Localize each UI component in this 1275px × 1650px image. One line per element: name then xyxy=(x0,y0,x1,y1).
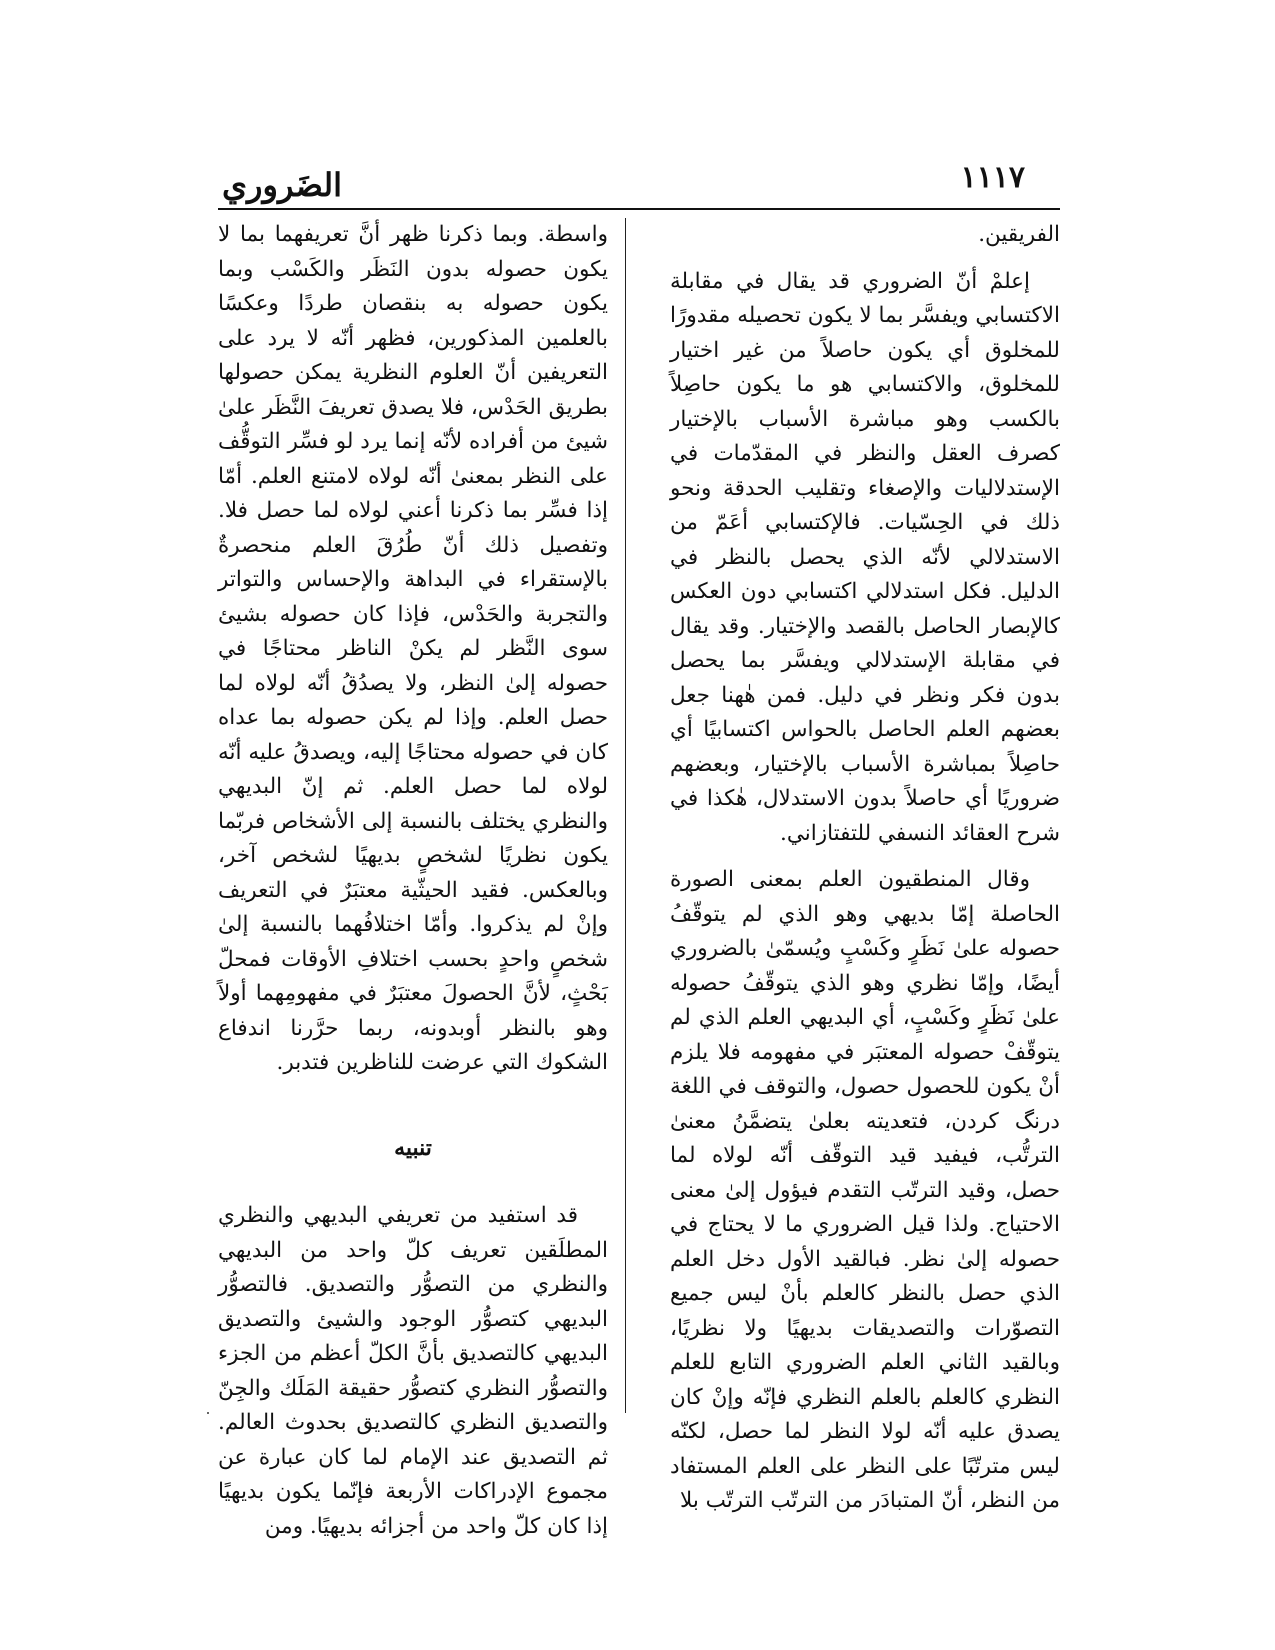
section-heading: تنبيه xyxy=(394,1134,432,1161)
right-paragraph-1: الفريقين. xyxy=(978,222,1060,247)
right-column xyxy=(670,218,1060,1519)
page-number: ١١١٧ xyxy=(960,160,1025,195)
running-title: الضَروري xyxy=(222,166,342,204)
right-paragraph-3: وقال المنطقيون العلم بمعنى الصورة الحاصلة إمّا بديهي وهو الذي لم يتوقّفُ حصوله علىٰ نَظَرٍ وكَسْبٍ ويُسمّىٰ بالضروري أيضًا، وإمّا نظري وهو الذي يتوقّفُ حصوله علىٰ نَظَرٍ وكَسْبٍ، أي البديهي العلم الذي لم يتوقّفْ حصوله المعتبَر في مفهومه فلا يلزم أنْ يكون للحصول حصول، والتوقف في اللغة درنگ كردن، فتعديته بعلىٰ يتضمَّنُ معنىٰ الترتُّب، فيفيد قيد التوقّف أنّه لولاه لما حصل، وقيد الترتّب التقدم فيؤول إلىٰ معنى الاحتياج. ولذا قيل الضروري ما لا يحتاج في حصوله إلىٰ نظر. فبالقيد الأول دخل العلم الذي حصل بالنظر كالعلم بأنْ ليس جميع التصوّرات والتصديقات بديهيًا ولا نظريًا، وبالقيد الثاني العلم الضروري التابع للعلم النظري كالعلم بالعلم النظري فإنّه وإنْ كان يصدق عليه أنّه لولا النظر لما حصل، لكنّه ليس مترتّبًا على النظر على العلم المستفاد من النظر، أنّ المتبادَر من الترتّب الترتّب بلا xyxy=(670,867,1061,1513)
header-rule xyxy=(218,208,1060,210)
left-column xyxy=(218,218,608,1544)
stray-mark xyxy=(207,1412,209,1414)
right-paragraph-2: إعلمْ أنّ الضروري قد يقال في مقابلة الاكتسابي ويفسَّر بما لا يكون تحصيله مقدورًا للمخلوق أي يكون حاصلاً من غير اختيار للمخلوق، والاكتسابي هو ما يكون حاصِلاً بالكسب وهو مباشرة الأسباب بالإختيار كصرف العقل والنظر في المقدّمات في الإستدلاليات والإصغاء وتقليب الحدقة ونحو ذلك في الحِسّيات. فالإكتسابي أعَمّ من الاستدلالي لأنّه الذي يحصل بالنظر في الدليل. فكل استدلالي اكتسابي دون العكس كالإبصار الحاصل بالقصد والإختيار. وقد يقال في مقابلة الإستدلالي ويفسَّر بما يحصل بدون فكر ونظر في دليل. فمن هٰهنا جعل بعضهم العلم الحاصل بالحواس اكتسابيًا أي حاصِلاً بمباشرة الأسباب بالإختيار، وبعضهم ضروريًا أي حاصلاً بدون الاستدلال، هٰكذا في شرح العقائد النسفي للتفتازاني. xyxy=(670,268,1060,846)
left-paragraph-1: واسطة. وبما ذكرنا ظهر أنَّ تعريفهما بما لا يكون حصوله بدون النَظَر والكَسْب وبما يكون حصوله به بنقصان طردًا وعكسًا بالعلمين المذكورين، فظهر أنّه لا يرد على التعريفين أنّ العلوم النظرية يمكن حصولها بطريق الحَدْس، فلا يصدق تعريفَ النَّظَر علىٰ شيئ من أفراده لأنّه إنما يرد لو فسِّر التوقُّف على النظر بمعنىٰ أنّه لولاه لامتنع العلم. أمّا إذا فسِّر بما ذكرنا أعني لولاه لما حصل فلا. وتفصيل ذلك أنّ طُرُقَ العلم منحصرةٌ بالإستقراء في البداهة والإحساس والتواتر والتجربة والحَدْس، فإذا كان حصوله بشيئ سوى النَّظر لم يكنْ الناظر محتاجًا في حصوله إلىٰ النظر، ولا يصدُقُ أنّه لولاه لما حصل العلم. وإذا لم يكن حصوله بما عداه كان في حصوله محتاجًا إليه، ويصدقُ عليه أنّه لولاه لما حصل العلم. ثم إنّ البديهي والنظري يختلف بالنسبة إلى الأشخاص فربّما يكون نظريًا لشخصٍ بديهيًا لشخص آخر، وبالعكس. فقيد الحيثّية معتبَرٌ في التعريف وإنْ لم يذكروا. وأمّا اختلافُهما بالنسبة إلىٰ شخصٍ واحدٍ بحسب اختلافِ الأوقات فمحلّ بَحْثٍ، لأنَّ الحصولَ معتبَرٌ في مفهومِهما أولاً وهو بالنظر أوبدونه، ربما حرَّرنا اندفاع الشكوك التي عرضت للناظرين فتدبر. xyxy=(218,222,608,1075)
left-paragraph-2: قد استفيد من تعريفي البديهي والنظري المطلَقين تعريف كلّ واحد من البديهي والنظري من التصوُّر والتصديق. فالتصوُّر البديهي كتصوُّر الوجود والشيئ والتصديق البديهي كالتصديق بأنَّ الكلّ أعظم من الجزء والتصوُّر النظري كتصوُّر حقيقة المَلَك والجِنّ والتصديق النظري كالتصديق بحدوث العالم. ثم التصديق عند الإمام لما كان عبارة عن مجموع الإدراكات الأربعة فإنّما يكون بديهيًا إذا كان كلّ واحد من أجزائه بديهيًا. ومن xyxy=(218,1203,608,1539)
column-divider xyxy=(625,218,626,1413)
